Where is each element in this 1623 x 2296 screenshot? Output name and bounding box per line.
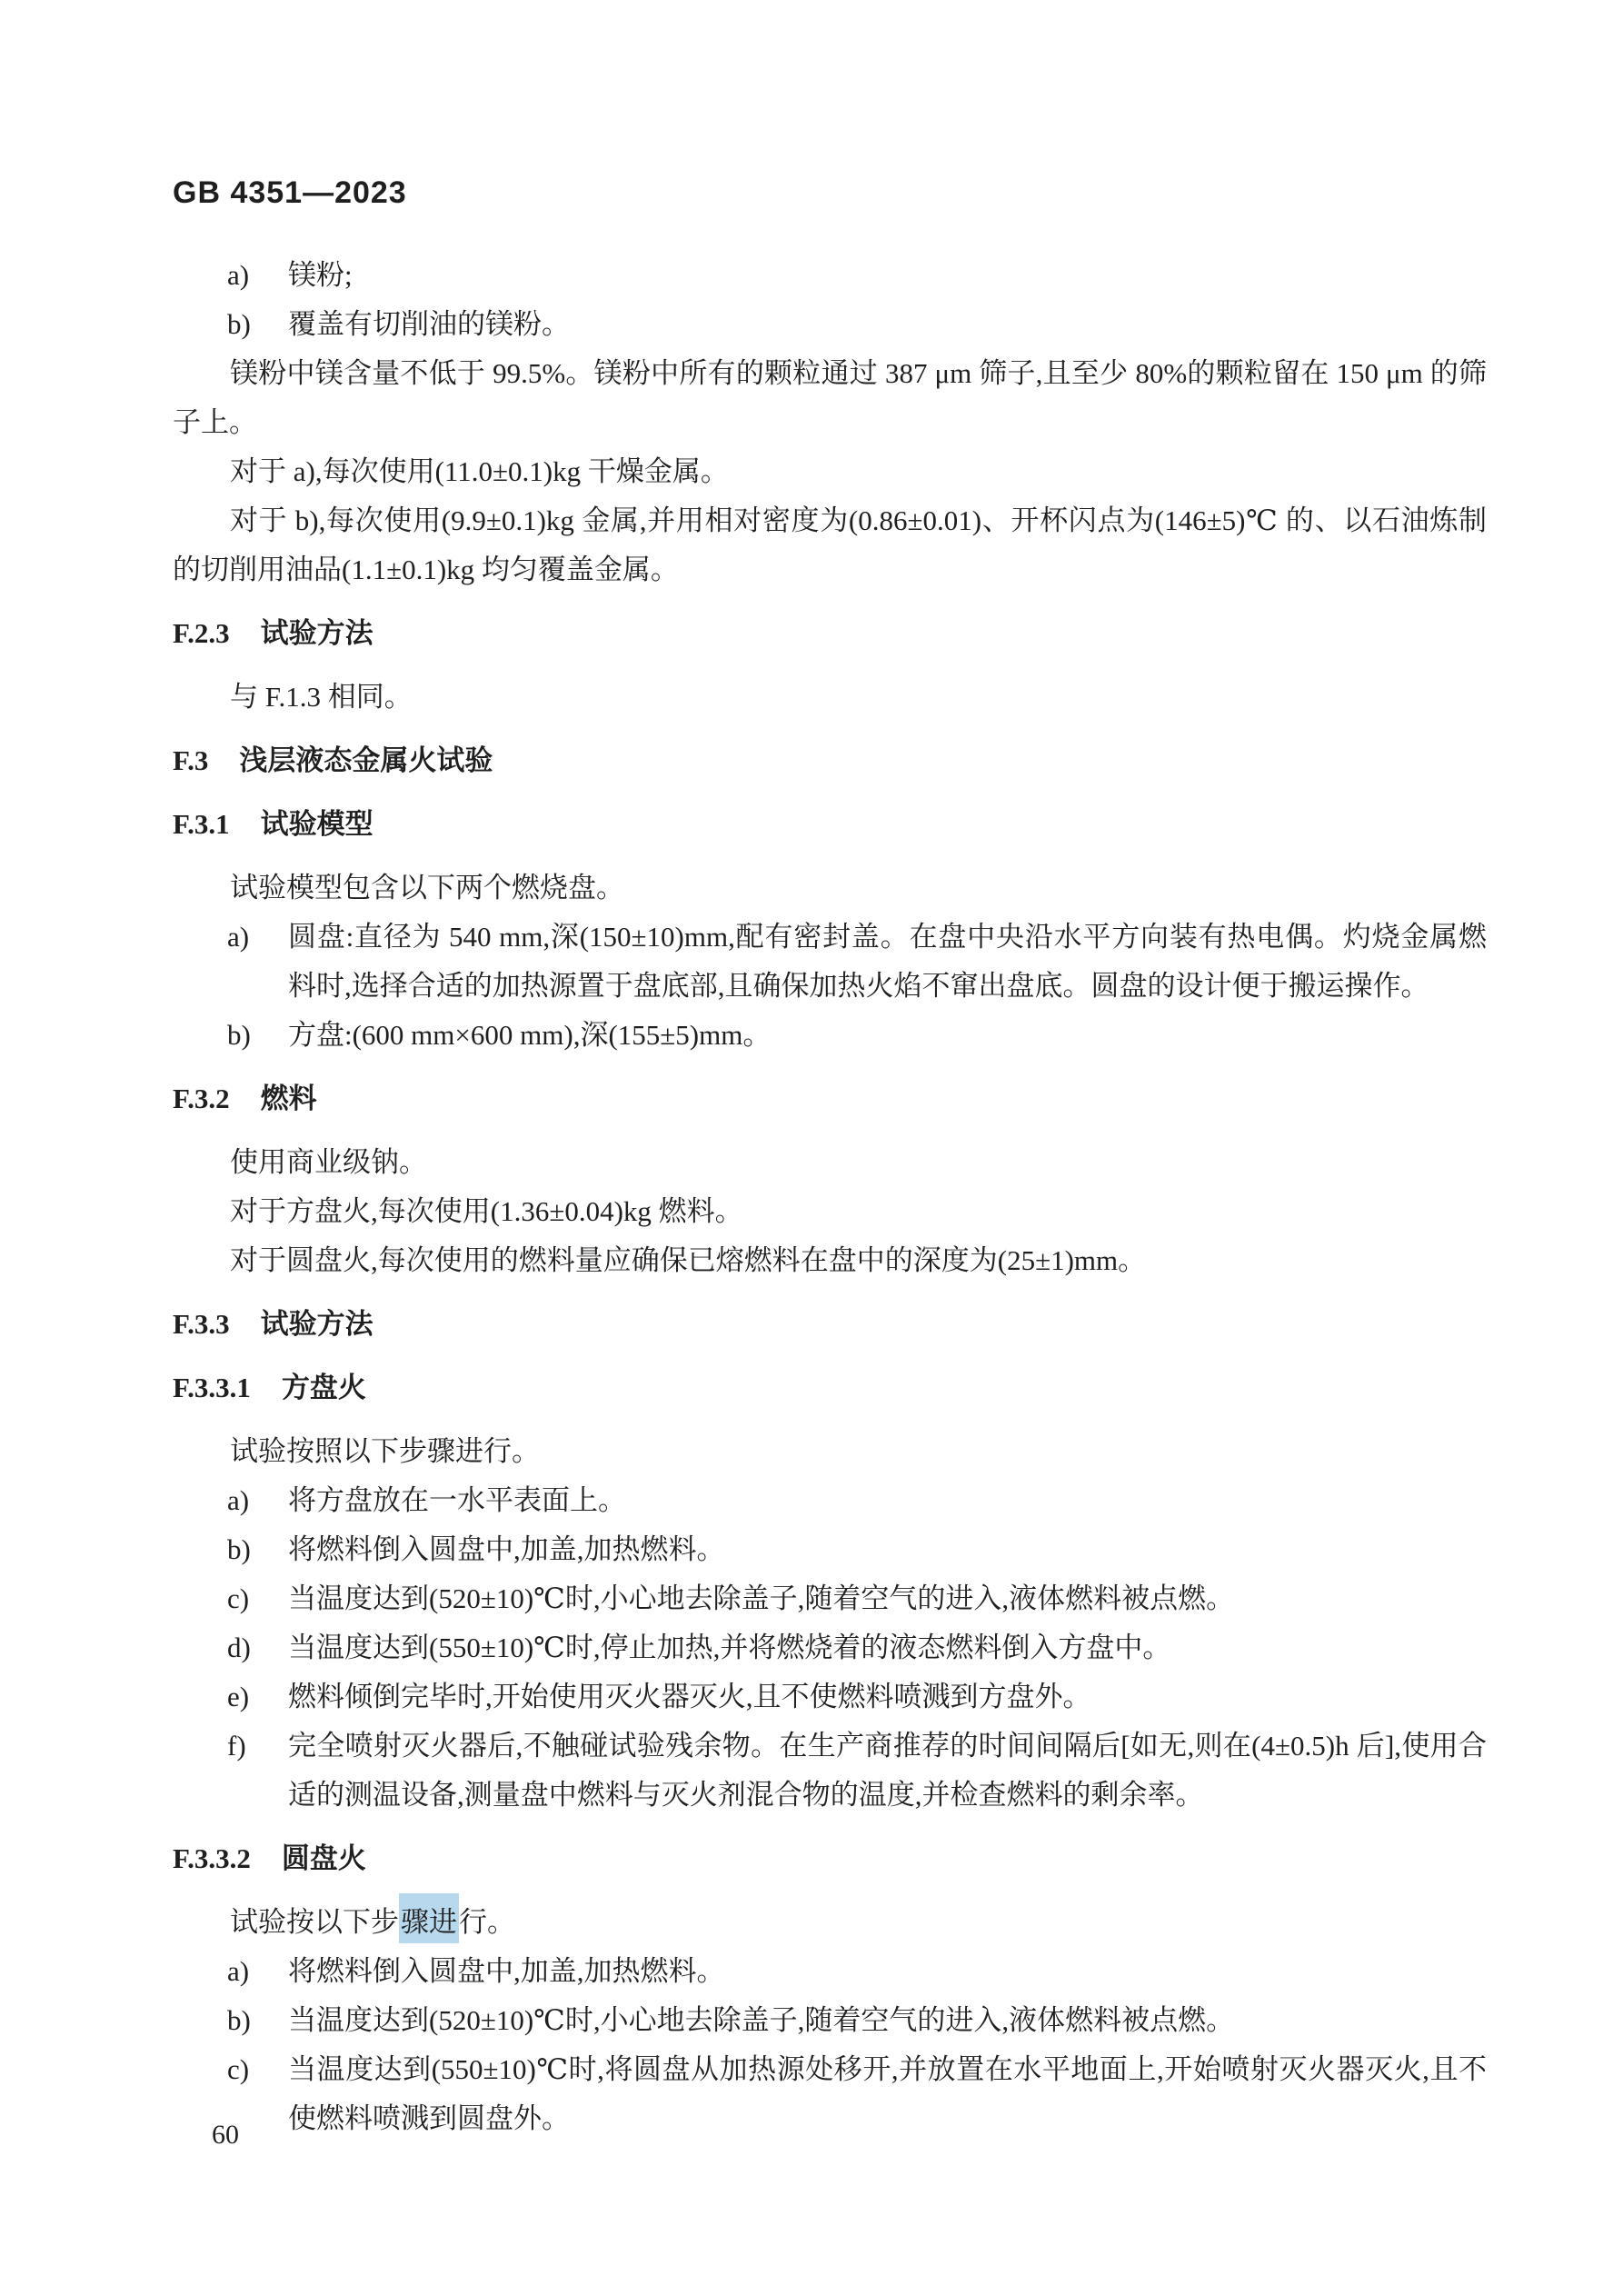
heading-f3-3	[173, 1300, 1487, 1349]
heading-f3-1	[173, 800, 1487, 849]
heading-title: 燃料	[260, 1083, 317, 1114]
heading-number: F.2.3	[173, 617, 230, 649]
heading-number: F.3	[173, 744, 209, 776]
paragraph-f3-3-1-intro: 试验按照以下步骤进行。	[230, 1435, 540, 1467]
heading-title: 试验方法	[260, 1308, 373, 1340]
page-number: 60	[212, 2120, 239, 2150]
list-item-text: 圆盘:直径为 540 mm,深(150±10)mm,配有密封盖。在盘中央沿水平方向装有热电偶。灼烧金属燃料时,选择合适的加热源置于盘底部,且确保加热火焰不窜出盘底。圆盘的设计便于搬运操作。	[288, 921, 1487, 1002]
list-item-text: 当温度达到(550±10)℃时,停止加热,并将燃烧着的液态燃料倒入方盘中。	[288, 1632, 1171, 1663]
list-item-label: c)	[227, 1582, 250, 1614]
list-item	[173, 300, 1487, 349]
heading-f3-3-1	[173, 1363, 1487, 1413]
list-item-label: a)	[227, 1955, 250, 1987]
heading-number: F.3.1	[173, 808, 230, 840]
paragraph-f3-2-square-pan: 对于方盘火,每次使用(1.36±0.04)kg 燃料。	[230, 1195, 743, 1227]
list-item	[173, 1525, 1487, 1574]
list-item-text: 燃料倾倒完毕时,开始使用灭火器灭火,且不使燃料喷溅到方盘外。	[288, 1681, 1091, 1712]
list-item-text: 完全喷射灭火器后,不触碰试验残余物。在生产商推荐的时间间隔后[如无,则在(4±0.5)h 后],使用合适的测温设备,测量盘中燃料与灭火剂混合物的温度,并检查燃料的剩余率。	[288, 1730, 1487, 1811]
paragraph-f3-2-sodium: 使用商业级钠。	[230, 1146, 427, 1178]
list-item-label: a)	[227, 259, 250, 291]
heading-title: 圆盘火	[281, 1842, 366, 1874]
list-item-label: b)	[227, 1019, 251, 1051]
list-item-text: 覆盖有切削油的镁粉。	[288, 308, 570, 340]
list-item-text: 镁粉;	[288, 259, 353, 291]
heading-f3	[173, 736, 1487, 785]
heading-title: 浅层液态金属火试验	[239, 744, 493, 776]
list-item	[173, 1947, 1487, 1996]
heading-number: F.3.3.1	[173, 1372, 251, 1403]
paragraph-magnesium-spec: 镁粉中镁含量不低于 99.5%。镁粉中所有的颗粒通过 387 μm 筛子,且至少 80%的颗粒留在 150 μm 的筛子上。	[173, 357, 1487, 438]
paragraph-f2-3: 与 F.1.3 相同。	[230, 681, 413, 713]
heading-number: F.3.3	[173, 1308, 230, 1340]
text-selection-highlight: 骤进	[399, 1893, 459, 1943]
paragraph-f3-3-2-intro	[173, 1898, 1487, 1947]
list-item-label: b)	[227, 1533, 251, 1565]
list-item-label: b)	[227, 308, 251, 340]
paragraph-for-b: 对于 b),每次使用(9.9±0.1)kg 金属,并用相对密度为(0.86±0.01)、开杯闪点为(146±5)℃ 的、以石油炼制的切削用油品(1.1±0.1)kg 均匀覆盖金属。	[173, 504, 1487, 585]
list-item	[173, 2045, 1487, 2143]
page-content	[173, 251, 1487, 2143]
list-item-label: b)	[227, 2004, 251, 2036]
list-item	[173, 1672, 1487, 1722]
heading-title: 试验模型	[260, 808, 373, 840]
heading-f3-2	[173, 1074, 1487, 1123]
paragraph-f3-1-intro: 试验模型包含以下两个燃烧盘。	[230, 872, 624, 903]
list-item-label: c)	[227, 2053, 250, 2085]
list-item-text: 方盘:(600 mm×600 mm),深(155±5)mm。	[288, 1019, 772, 1051]
list-item-label: e)	[227, 1681, 250, 1712]
list-item	[173, 1623, 1487, 1672]
paragraph-f3-2-round-pan: 对于圆盘火,每次使用的燃料量应确保已熔燃料在盘中的深度为(25±1)mm。	[230, 1244, 1147, 1276]
paragraph-for-a: 对于 a),每次使用(11.0±0.1)kg 干燥金属。	[230, 455, 729, 487]
list-item-text: 将燃料倒入圆盘中,加盖,加热燃料。	[288, 1955, 725, 1987]
heading-number: F.3.2	[173, 1083, 230, 1114]
list-item-text: 当温度达到(520±10)℃时,小心地去除盖子,随着空气的进入,液体燃料被点燃。	[288, 1582, 1235, 1614]
intro-text-after: 行。	[459, 1906, 515, 1938]
heading-f2-3	[173, 609, 1487, 658]
standard-code-header: GB 4351—2023	[173, 175, 407, 210]
list-item-label: f)	[227, 1730, 246, 1762]
list-item	[173, 1996, 1487, 2045]
heading-title: 试验方法	[260, 617, 373, 649]
list-item-label: a)	[227, 921, 250, 953]
list-item	[173, 1476, 1487, 1525]
list-item	[173, 1574, 1487, 1623]
heading-f3-3-2	[173, 1834, 1487, 1883]
list-item	[173, 913, 1487, 1011]
list-item	[173, 1722, 1487, 1820]
list-item-text: 将方盘放在一水平表面上。	[288, 1484, 626, 1516]
list-item-text: 当温度达到(520±10)℃时,小心地去除盖子,随着空气的进入,液体燃料被点燃。	[288, 2004, 1235, 2036]
heading-title: 方盘火	[281, 1372, 366, 1403]
heading-number: F.3.3.2	[173, 1842, 251, 1874]
list-item	[173, 251, 1487, 300]
list-item-text: 将燃料倒入圆盘中,加盖,加热燃料。	[288, 1533, 725, 1565]
list-item-label: d)	[227, 1632, 251, 1663]
intro-text-before: 试验按以下步	[230, 1906, 399, 1938]
list-item-text: 当温度达到(550±10)℃时,将圆盘从加热源处移开,并放置在水平地面上,开始喷射灭火器灭火,且不使燃料喷溅到圆盘外。	[288, 2053, 1487, 2134]
list-item-label: a)	[227, 1484, 250, 1516]
list-item	[173, 1011, 1487, 1060]
